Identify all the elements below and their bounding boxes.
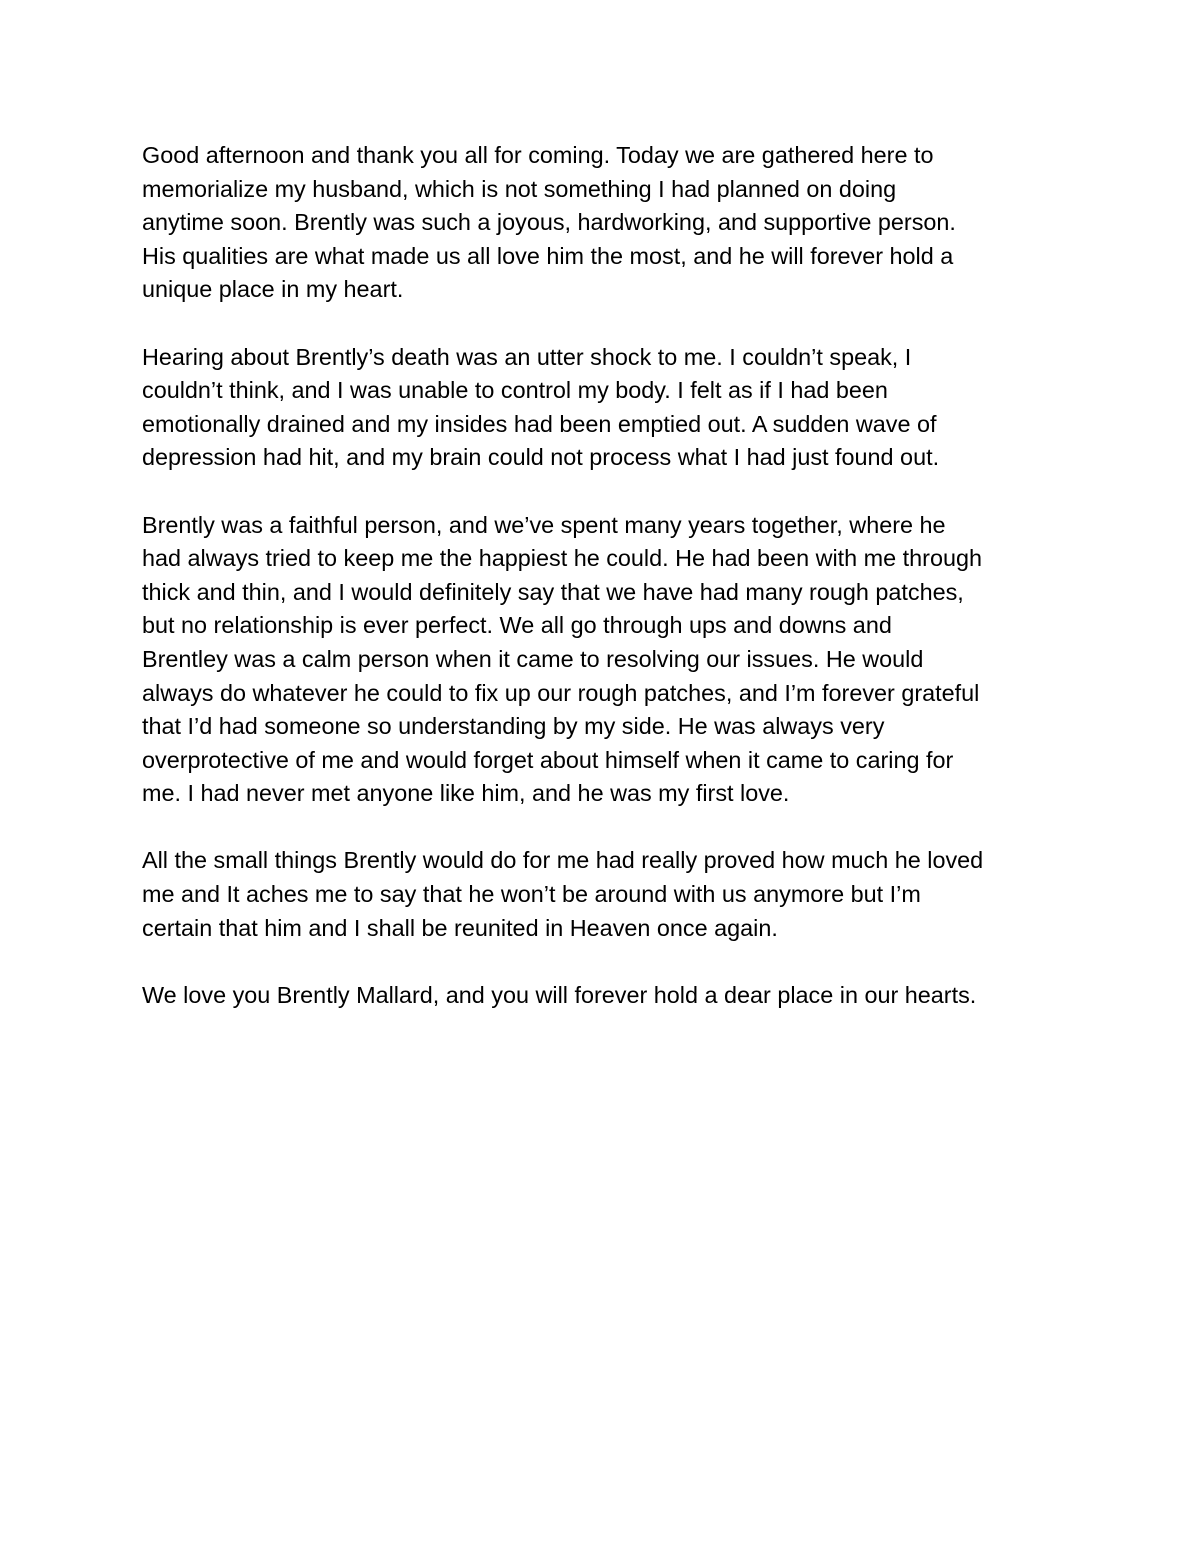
paragraph-small-things [142, 844, 1072, 945]
text-line: certain that him and I shall be reunited in Heaven once again. [142, 914, 778, 941]
text-line: couldn’t think, and I was unable to control my body. I felt as if I had been [142, 377, 888, 404]
text-line: but no relationship is ever perfect. We all go through ups and downs and [142, 612, 892, 639]
text-line: emotionally drained and my insides had been emptied out. A sudden wave of [142, 410, 937, 437]
text-line: We love you Brently Mallard, and you will forever hold a dear place in our hearts. [142, 981, 977, 1008]
text-line: always do whatever he could to fix up our rough patches, and I’m forever grateful [142, 679, 980, 706]
text-line: memorialize my husband, which is not something I had planned on doing [142, 175, 897, 202]
paragraph-closing [142, 979, 1072, 1013]
text-line: Brently was a faithful person, and we’ve spent many years together, where he [142, 511, 946, 538]
text-line: All the small things Brently would do for me had really proved how much he loved [142, 847, 984, 874]
text-line: Brentley was a calm person when it came to resolving our issues. He would [142, 645, 924, 672]
paragraph-faithful [142, 509, 1072, 811]
text-line: me. I had never met anyone like him, and he was my first love. [142, 780, 790, 807]
text-line: His qualities are what made us all love him the most, and he will forever hold a [142, 242, 954, 269]
text-line: Hearing about Brently’s death was an utter shock to me. I couldn’t speak, I [142, 343, 912, 370]
paragraph-hearing [142, 341, 1072, 475]
document-body [142, 139, 1072, 1046]
text-line: anytime soon. Brently was such a joyous, hardworking, and supportive person. [142, 209, 956, 236]
text-line: overprotective of me and would forget about himself when it came to caring for [142, 746, 954, 773]
text-line: thick and thin, and I would definitely say that we have had many rough patches, [142, 578, 964, 605]
paragraph-opening [142, 139, 1072, 307]
text-line: Good afternoon and thank you all for coming. Today we are gathered here to [142, 142, 934, 168]
text-line: depression had hit, and my brain could not process what I had just found out. [142, 444, 940, 471]
text-line: unique place in my heart. [142, 276, 404, 303]
text-line: me and It aches me to say that he won’t be around with us anymore but I’m [142, 881, 921, 908]
text-line: had always tried to keep me the happiest he could. He had been with me through [142, 545, 982, 572]
text-line: that I’d had someone so understanding by my side. He was always very [142, 713, 885, 740]
